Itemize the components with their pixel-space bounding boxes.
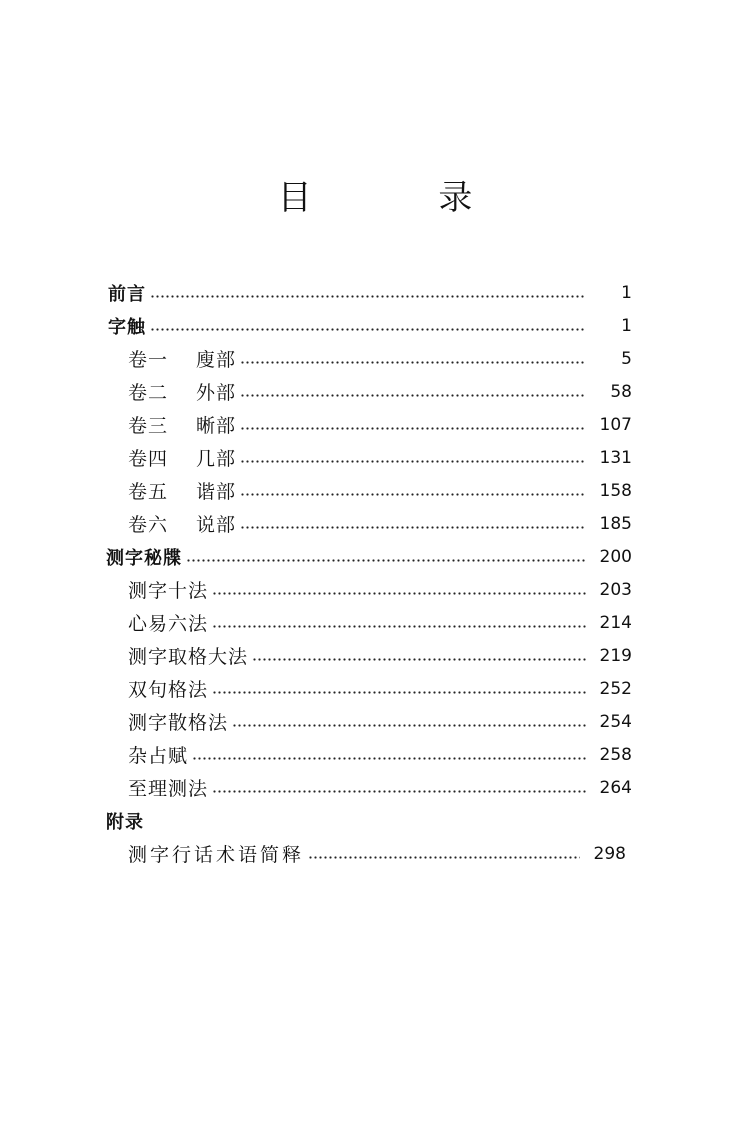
toc-entry-page: 185 bbox=[599, 513, 632, 534]
leader-dots bbox=[240, 493, 586, 496]
toc-section: 廋部 bbox=[196, 349, 237, 371]
leader-dots bbox=[150, 328, 586, 331]
leader-dots bbox=[240, 526, 586, 529]
toc-entry-glossary[interactable] bbox=[128, 837, 626, 870]
toc-entry-page: 107 bbox=[599, 414, 632, 435]
leader-dots bbox=[212, 790, 586, 793]
toc-entry-page: 298 bbox=[593, 843, 626, 864]
toc-volume: 卷二 bbox=[128, 382, 169, 404]
toc-entry-label: 附录 bbox=[106, 808, 146, 834]
toc-entry-page: 252 bbox=[599, 678, 632, 699]
leader-dots bbox=[186, 559, 586, 562]
leader-dots bbox=[240, 460, 586, 463]
toc-entry-label: 双句格法 bbox=[128, 675, 210, 702]
toc-entry-label bbox=[128, 477, 238, 504]
toc-entry-page: 200 bbox=[599, 546, 632, 567]
toc-entry-page: 258 bbox=[599, 744, 632, 765]
toc-entry-great-method[interactable] bbox=[128, 639, 632, 672]
toc-entry-page: 264 bbox=[599, 777, 632, 798]
toc-entry-preface[interactable] bbox=[108, 276, 632, 309]
toc-entry-label: 字触 bbox=[108, 313, 148, 339]
toc-entry-label: 测字取格大法 bbox=[128, 642, 250, 669]
leader-dots bbox=[212, 625, 586, 628]
toc-entry-vol4[interactable] bbox=[128, 441, 632, 474]
toc-entry-label bbox=[128, 378, 238, 405]
toc-section: 外部 bbox=[196, 382, 237, 404]
toc-entry-vol6[interactable] bbox=[128, 507, 632, 540]
leader-dots bbox=[212, 592, 586, 595]
toc-entry-page: 203 bbox=[599, 579, 632, 600]
toc-entry-page: 219 bbox=[599, 645, 632, 666]
toc-entry-miscellany[interactable] bbox=[128, 738, 632, 771]
leader-dots bbox=[192, 757, 586, 760]
toc-entry-six-methods[interactable] bbox=[128, 606, 632, 639]
leader-dots bbox=[212, 691, 586, 694]
toc-entry-ultimate-method[interactable] bbox=[128, 771, 632, 804]
toc-entry-page: 1 bbox=[621, 282, 632, 303]
leader-dots bbox=[150, 295, 586, 298]
leader-dots bbox=[308, 856, 580, 859]
toc-section: 晰部 bbox=[196, 415, 237, 437]
toc-entry-scattered-format[interactable] bbox=[128, 705, 632, 738]
toc-entry-label bbox=[128, 411, 238, 438]
toc-entry-page: 214 bbox=[599, 612, 632, 633]
toc-entry-page: 131 bbox=[599, 447, 632, 468]
toc-entry-ten-methods[interactable] bbox=[128, 573, 632, 606]
leader-dots bbox=[240, 394, 586, 397]
toc-entry-label: 测字散格法 bbox=[128, 708, 230, 735]
leader-dots bbox=[240, 427, 586, 430]
toc-entry-vol2[interactable] bbox=[128, 375, 632, 408]
toc-entry-label bbox=[128, 345, 238, 372]
toc-entry-page: 158 bbox=[599, 480, 632, 501]
toc-section: 说部 bbox=[196, 514, 237, 536]
toc-section: 几部 bbox=[196, 448, 237, 470]
toc-volume: 卷三 bbox=[128, 415, 169, 437]
toc-entry-label: 测字十法 bbox=[128, 576, 210, 603]
toc-volume: 卷四 bbox=[128, 448, 169, 470]
toc-entry-vol1[interactable] bbox=[128, 342, 632, 375]
toc-entry-label bbox=[128, 510, 238, 537]
leader-dots bbox=[232, 724, 586, 727]
toc-section: 谐部 bbox=[196, 481, 237, 503]
toc-entry-cezi-midie[interactable] bbox=[106, 540, 632, 573]
toc-entry-vol3[interactable] bbox=[128, 408, 632, 441]
toc-entry-page: 1 bbox=[621, 315, 632, 336]
toc-entry-page: 58 bbox=[610, 381, 632, 402]
page-title: 目 录 bbox=[277, 178, 531, 218]
toc-volume: 卷六 bbox=[128, 514, 169, 536]
toc-entry-label: 杂占赋 bbox=[128, 741, 190, 768]
toc-entry-label bbox=[128, 444, 238, 471]
table-of-contents bbox=[0, 276, 750, 870]
toc-entry-label: 心易六法 bbox=[128, 609, 210, 636]
toc-entry-label: 至理测法 bbox=[128, 774, 210, 801]
toc-entry-page: 5 bbox=[621, 348, 632, 369]
leader-dots bbox=[252, 658, 586, 661]
toc-entry-label: 前言 bbox=[108, 280, 148, 306]
toc-entry-page: 254 bbox=[599, 711, 632, 732]
leader-dots bbox=[240, 361, 586, 364]
toc-entry-zichu[interactable] bbox=[108, 309, 632, 342]
toc-volume: 卷一 bbox=[128, 349, 169, 371]
toc-entry-label: 测字秘牒 bbox=[106, 544, 184, 570]
toc-entry-label: 测字行话术语简释 bbox=[128, 840, 306, 867]
toc-entry-double-phrase[interactable] bbox=[128, 672, 632, 705]
toc-entry-appendix[interactable] bbox=[106, 804, 632, 837]
toc-entry-vol5[interactable] bbox=[128, 474, 632, 507]
toc-volume: 卷五 bbox=[128, 481, 169, 503]
